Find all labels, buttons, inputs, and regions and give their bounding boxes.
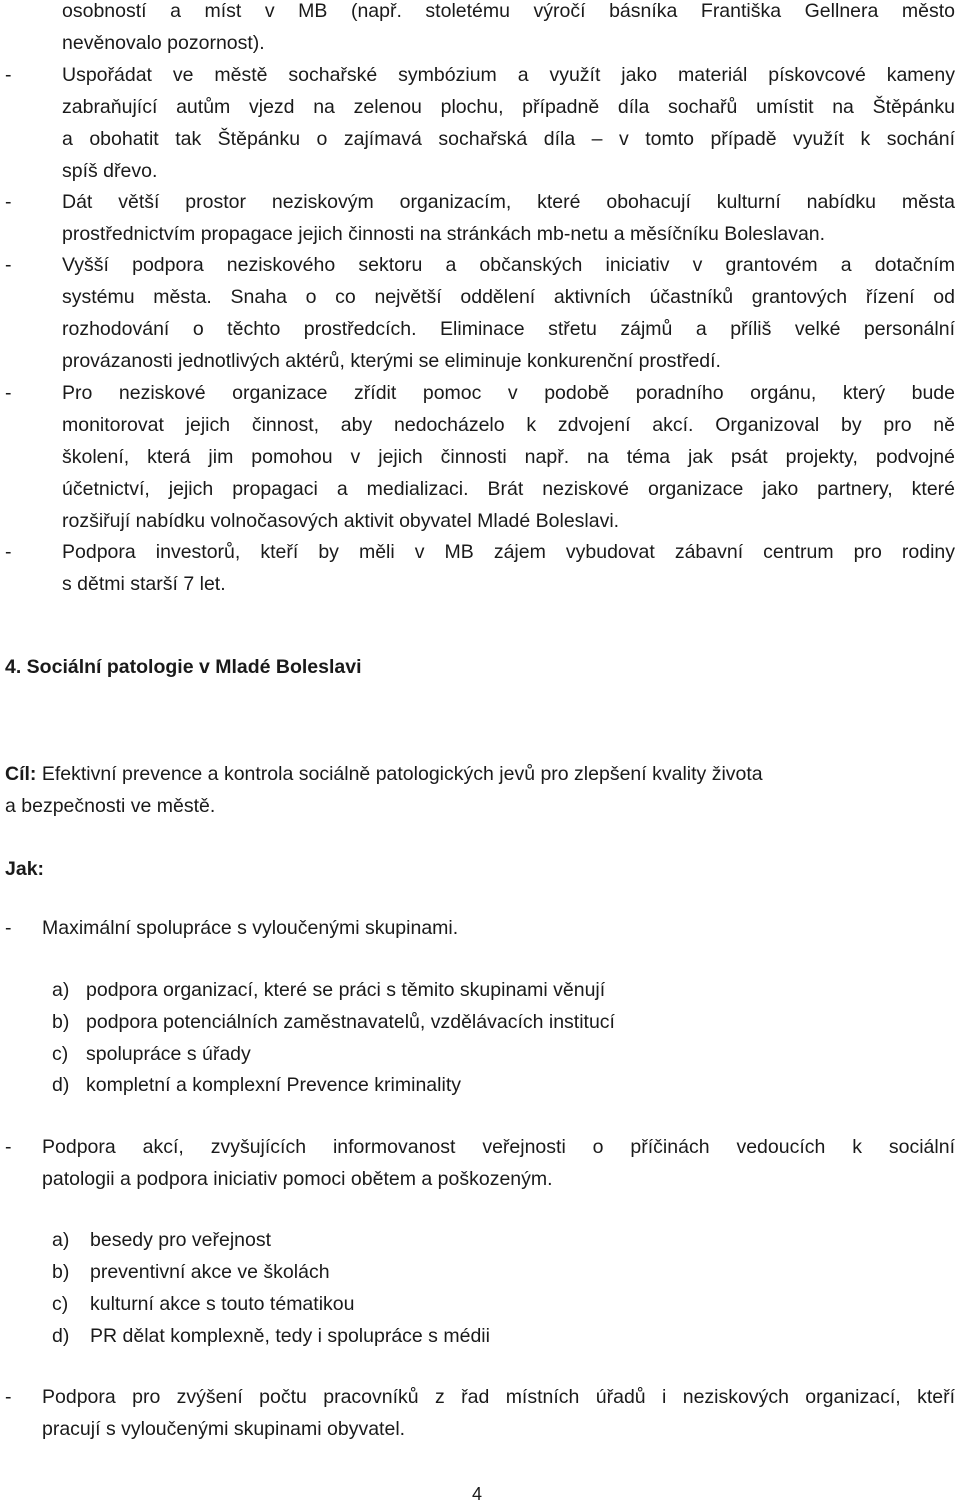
- paragraph-line: Podpora pro zvýšení počtu pracovníků z řad místních úřadů i neziskových organizací, kteří: [42, 1386, 955, 1408]
- list-letter: a): [52, 979, 70, 1001]
- paragraph-line: Uspořádat ve městě sochařské symbózium a využít jako materiál pískovcové kameny: [62, 64, 955, 86]
- paragraph-line: Vyšší podpora neziskového sektoru a občanských iniciativ v grantovém a dotačním: [62, 254, 955, 276]
- paragraph-line: monitorovat jejich činnost, aby nedocházelo k zdvojení akcí. Organizoval by pro ně: [62, 414, 955, 436]
- paragraph-line: Dát větší prostor neziskovým organizacím, které obohacují kulturní nabídku města: [62, 191, 955, 213]
- list-letter: a): [52, 1229, 70, 1251]
- bullet-dash: -: [5, 541, 12, 563]
- goal-paragraph: [5, 758, 763, 790]
- bullet-dash: -: [5, 64, 12, 86]
- list-item: podpora potenciálních zaměstnavatelů, vzdělávacích institucí: [86, 1011, 615, 1033]
- paragraph-line: Maximální spolupráce s vyloučenými skupinami.: [42, 917, 459, 939]
- paragraph-line: s dětmi starší 7 let.: [62, 573, 226, 595]
- how-label: Jak:: [5, 858, 45, 880]
- paragraph-line: Pro neziskové organizace zřídit pomoc v podobě poradního orgánu, který bude: [62, 382, 955, 404]
- paragraph-line: zabraňující autům vjezd na zelenou plochu, případně díla sochařů umístit na Štěpánku: [62, 96, 955, 118]
- bullet-dash: -: [5, 917, 12, 939]
- section-heading: 4. Sociální patologie v Mladé Boleslavi: [5, 656, 362, 678]
- paragraph-line: osobností a míst v MB (např. stoletému výročí básníka Františka Gellnera město: [62, 0, 955, 22]
- bullet-dash: -: [5, 1136, 12, 1158]
- paragraph-line: provázanosti jednotlivých aktérů, kterými se eliminuje konkurenční prostředí.: [62, 350, 721, 372]
- list-item: kulturní akce s touto tématikou: [90, 1293, 355, 1315]
- paragraph-line: systému města. Snaha o co největší oddělení aktivních účastníků grantových řízení od: [62, 286, 955, 308]
- list-letter: c): [52, 1293, 69, 1315]
- paragraph-line: prostřednictvím propagace jejich činnosti na stránkách mb-netu a měsíčníku Boleslavan.: [62, 223, 826, 245]
- paragraph-line: účetnictví, jejich propagaci a medializaci. Brát neziskové organizace jako partnery, které: [62, 478, 955, 500]
- bullet-dash: -: [5, 382, 12, 404]
- list-item: podpora organizací, které se práci s těmito skupinami věnují: [86, 979, 606, 1001]
- paragraph-line: Podpora investorů, kteří by měli v MB zájem vybudovat zábavní centrum pro rodiny: [62, 541, 955, 563]
- paragraph-line: Podpora akcí, zvyšujících informovanost veřejnosti o příčinách vedoucích k sociální: [42, 1136, 955, 1158]
- goal-text: Efektivní prevence a kontrola sociálně patologických jevů pro zlepšení kvality života: [36, 763, 763, 785]
- bullet-dash: -: [5, 191, 12, 213]
- paragraph-line: nevěnovalo pozornost).: [62, 32, 265, 54]
- bullet-dash: -: [5, 1386, 12, 1408]
- list-letter: d): [52, 1074, 70, 1096]
- list-item: besedy pro veřejnost: [90, 1229, 272, 1251]
- paragraph-line: patologii a podpora iniciativ pomoci obětem a poškozeným.: [42, 1168, 553, 1190]
- goal-text-continued: a bezpečnosti ve městě.: [5, 795, 216, 817]
- list-letter: b): [52, 1011, 70, 1033]
- paragraph-line: rozhodování o těchto prostředcích. Eliminace střetu zájmů a příliš velké personální: [62, 318, 955, 340]
- list-item: spolupráce s úřady: [86, 1043, 251, 1065]
- goal-label: Cíl:: [5, 763, 37, 785]
- paragraph-line: a obohatit tak Štěpánku o zajímavá sochařská díla – v tomto případě využít k sochání: [62, 128, 955, 150]
- list-letter: b): [52, 1261, 70, 1283]
- list-letter: c): [52, 1043, 69, 1065]
- bullet-dash: -: [5, 254, 12, 276]
- list-item: PR dělat komplexně, tedy i spolupráce s médii: [90, 1325, 490, 1347]
- list-item: kompletní a komplexní Prevence kriminality: [86, 1074, 461, 1096]
- list-letter: d): [52, 1325, 70, 1347]
- list-item: preventivní akce ve školách: [90, 1261, 330, 1283]
- paragraph-line: školení, která jim pomohou v jejich činnosti např. na téma jak psát projekty, podvojné: [62, 446, 955, 468]
- paragraph-line: rozšiřují nabídku volnočasových aktivit obyvatel Mladé Boleslavi.: [62, 510, 620, 532]
- paragraph-line: spíš dřevo.: [62, 160, 158, 182]
- paragraph-line: pracují s vyloučenými skupinami obyvatel.: [42, 1418, 406, 1440]
- page-number: 4: [472, 1484, 483, 1504]
